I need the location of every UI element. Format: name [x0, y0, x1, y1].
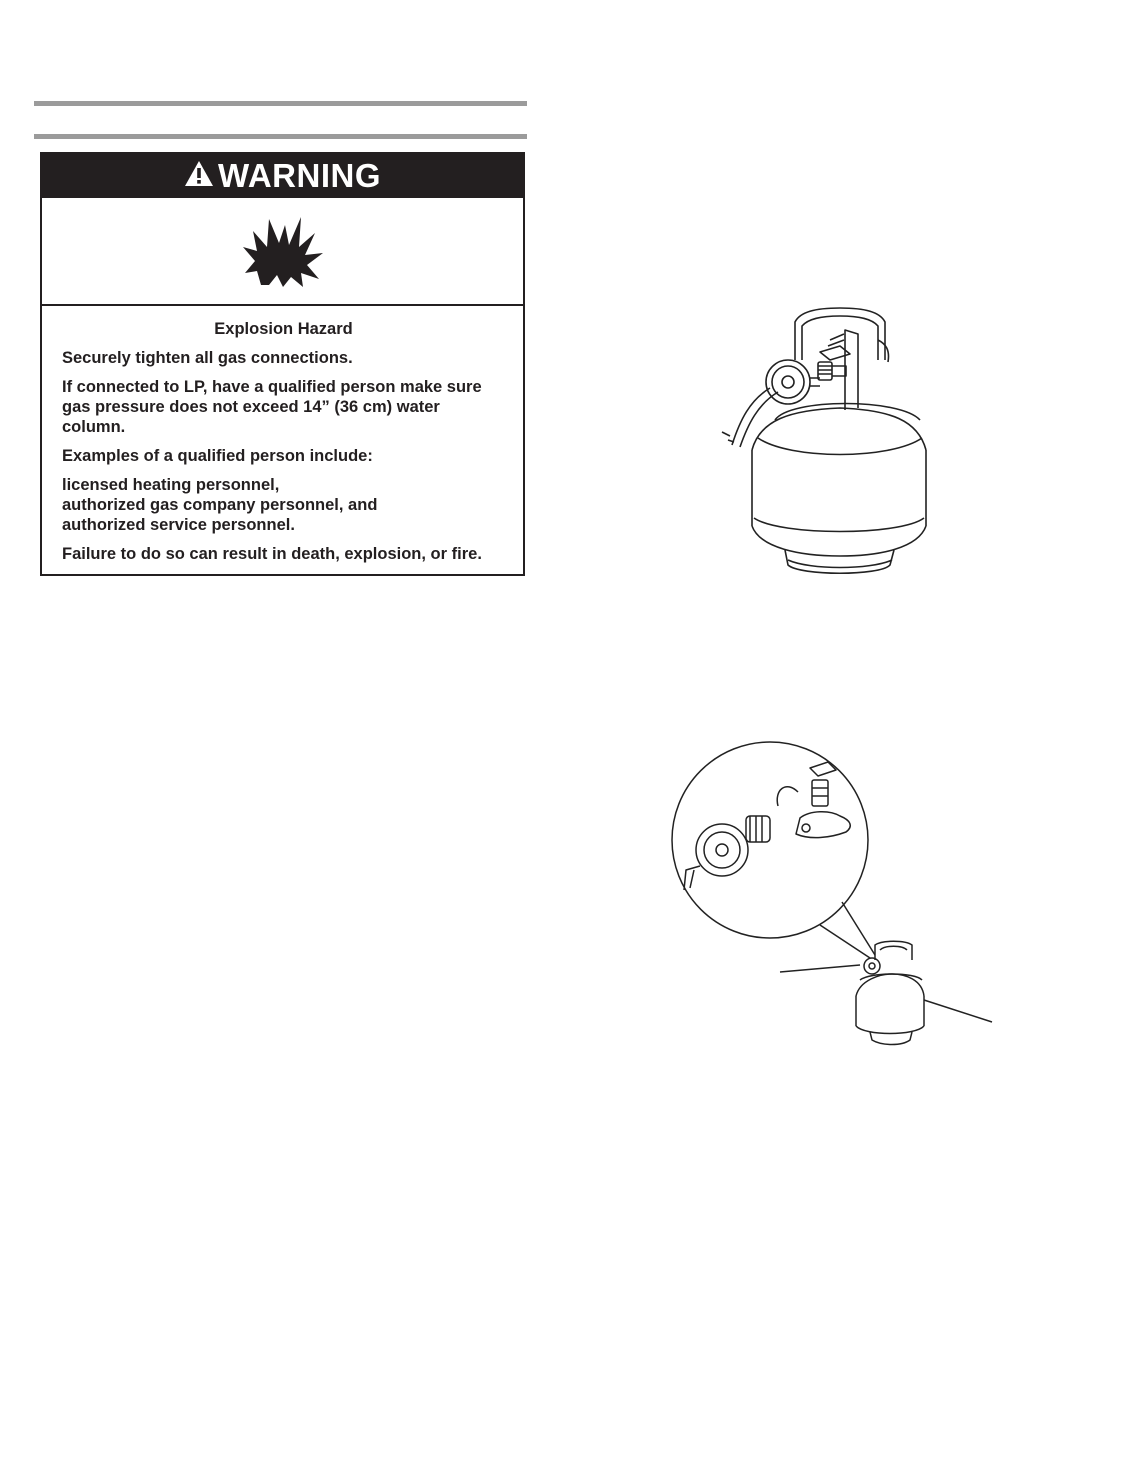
- personnel-line: authorized service personnel.: [62, 516, 295, 534]
- warning-triangle-icon: [184, 157, 214, 195]
- warning-paragraph: If connected to LP, have a qualified person make sure gas pressure does not exceed 14” (36 cm) water column.: [62, 378, 482, 436]
- warning-box: [40, 152, 525, 576]
- warning-title: WARNING: [218, 157, 381, 194]
- warning-paragraph: Securely tighten all gas connections.: [62, 349, 353, 367]
- warning-icon-panel: [42, 198, 523, 306]
- section-rule-bottom: [34, 134, 527, 139]
- hazard-title: Explosion Hazard: [214, 320, 353, 338]
- regulator-connection-illustration: [670, 740, 1000, 1050]
- warning-paragraph: Examples of a qualified person include:: [62, 447, 373, 465]
- warning-text: [62, 306, 505, 573]
- warning-closing: Failure to do so can result in death, explosion, or fire.: [62, 545, 482, 563]
- warning-header: [42, 154, 523, 198]
- personnel-line: authorized gas company personnel, and: [62, 496, 378, 514]
- section-rule-top: [34, 101, 527, 106]
- lp-tank-illustration: [700, 300, 960, 590]
- explosion-icon: [243, 213, 323, 289]
- personnel-line: licensed heating personnel,: [62, 476, 280, 494]
- personnel-list: [62, 475, 505, 535]
